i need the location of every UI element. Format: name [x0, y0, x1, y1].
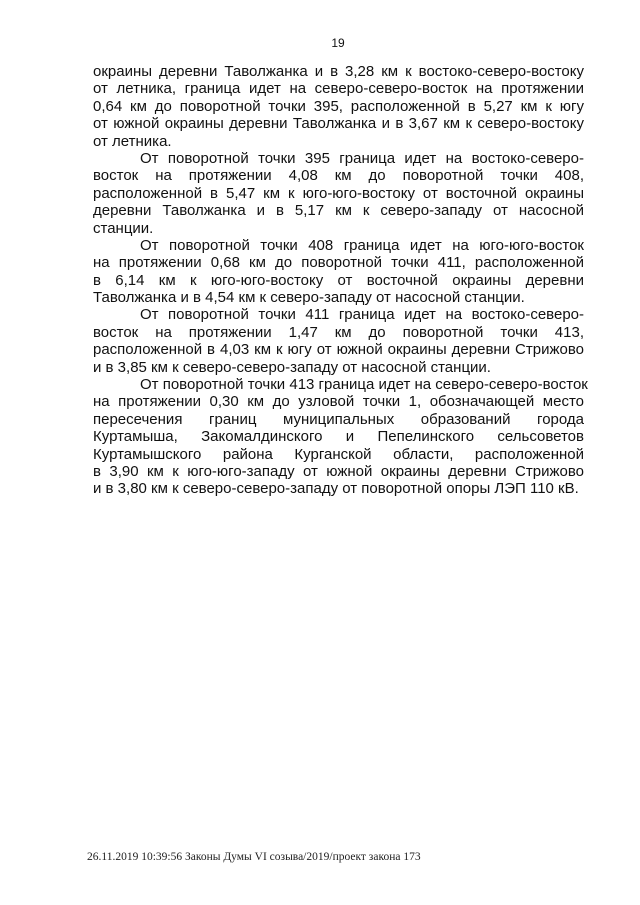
text-line: 0,64 км до поворотной точки 395, расположенной в 5,27 км к югу	[93, 97, 584, 115]
text-line: от летника, граница идет на северо-северо-восток на протяжении	[93, 80, 584, 98]
text-line: восток на протяжении 4,08 км до поворотной точки 408,	[93, 167, 584, 185]
text-line: окраины деревни Таволжанка и в 3,28 км к востоко-северо-востоку	[93, 63, 584, 80]
text-line: деревни Таволжанка и в 5,17 км к северо-западу от насосной	[93, 202, 584, 220]
paragraph	[93, 63, 584, 150]
text-line: и в 3,85 км к северо-северо-западу от насосной станции.	[93, 358, 491, 376]
text-line: От поворотной точки 413 граница идет на северо-северо-восток	[140, 376, 588, 394]
text-line: восток на протяжении 1,47 км до поворотной точки 413,	[93, 323, 584, 341]
text-line: в 6,14 км к юго-юго-востоку от восточной окраины деревни	[93, 271, 584, 289]
text-line: на протяжении 0,68 км до поворотной точки 411, расположенной	[93, 254, 584, 272]
text-line: От поворотной точки 408 граница идет на юго-юго-восток	[140, 236, 584, 254]
paragraph	[93, 150, 584, 237]
text-line: от южной окраины деревни Таволжанка и в 3,67 км к северо-востоку	[93, 115, 584, 133]
text-line: на протяжении 0,30 км до узловой точки 1, обозначающей место	[93, 393, 584, 411]
paragraph	[93, 237, 584, 307]
text-line: От поворотной точки 411 граница идет на востоко-северо-	[140, 306, 584, 324]
text-line: От поворотной точки 395 граница идет на востоко-северо-	[140, 149, 584, 167]
text-line: пересечения границ муниципальных образований города	[93, 410, 584, 428]
text-line: Куртамышского района Курганской области, расположенной	[93, 445, 584, 463]
text-line: в 3,90 км к юго-юго-западу от южной окраины деревни Стрижово	[93, 462, 584, 480]
paragraph	[93, 306, 584, 376]
text-line: станции.	[93, 219, 154, 237]
footer-stamp: 26.11.2019 10:39:56 Законы Думы VI созыва/2019/проект закона 173	[87, 851, 421, 863]
text-line: расположенной в 4,03 км к югу от южной окраины деревни Стрижово	[93, 341, 584, 359]
text-line: Таволжанка и в 4,54 км к северо-западу от насосной станции.	[93, 289, 525, 307]
text-line: Куртамыша, Закомалдинского и Пепелинского сельсоветов	[93, 428, 584, 446]
paragraph	[93, 376, 588, 498]
document-body	[93, 63, 588, 498]
text-line: и в 3,80 км к северо-северо-западу от поворотной опоры ЛЭП 110 кВ.	[93, 480, 579, 498]
page-number: 19	[331, 36, 345, 50]
text-line: расположенной в 5,47 км к юго-юго-востоку от восточной окраины	[93, 184, 584, 202]
text-line: от летника.	[93, 132, 172, 150]
